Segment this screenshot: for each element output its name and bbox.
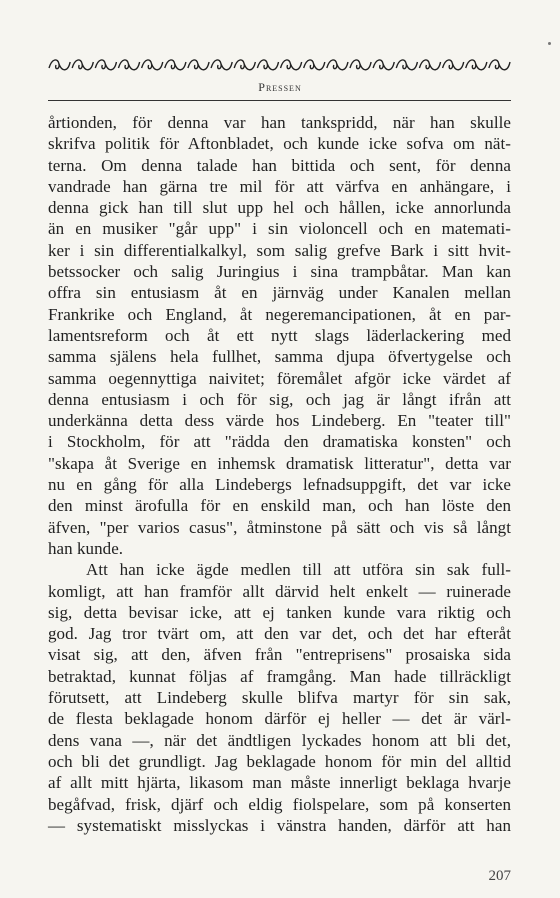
scroll-flourish bbox=[489, 60, 510, 70]
text-line: god. Jag tror tvärt om, att den var det, och det har efteråt bbox=[48, 624, 511, 644]
scroll-flourish bbox=[257, 60, 278, 70]
page-number: 207 bbox=[488, 868, 511, 884]
text-line: komligt, att han framför allt därvid helt enkelt — ruinerade bbox=[48, 581, 511, 601]
text-line: Frankrike och England, åt negeremancipationen, åt en par- bbox=[48, 304, 511, 324]
text-line: betssocker och salig Juringius i sina trampbåtar. Man kan bbox=[48, 262, 511, 282]
text-line: äfven, "per varios casus", åtminstone på sätt och vis så långt bbox=[48, 517, 511, 537]
text-line: vandrade han gärna tre mil för att värfva en anhängare, i bbox=[48, 176, 511, 196]
running-header: Pressen bbox=[258, 80, 302, 94]
text-line: visat sig, att den, äfven från "entreprisens" prosaiska sida bbox=[48, 645, 511, 665]
text-line: och bli det grundligt. Jag beklagade honom för min del alltid bbox=[48, 751, 511, 771]
text-line: i Stockholm, för att "rädda den dramatiska konsten" och bbox=[48, 432, 511, 452]
scroll-flourish bbox=[72, 60, 93, 70]
text-line: terna. Om denna talade han bittida och sent, för denna bbox=[48, 155, 511, 175]
scroll-flourish bbox=[118, 60, 139, 70]
scroll-flourish bbox=[234, 60, 255, 70]
header-rule bbox=[48, 100, 511, 101]
text-line: — systematiskt misslyckas i vänstra handen, därför att han bbox=[48, 815, 511, 835]
scroll-flourish bbox=[443, 60, 464, 70]
scroll-flourish bbox=[350, 60, 371, 70]
ornamental-border bbox=[48, 56, 511, 74]
text-line: denna gick han till slut upp hel och hållen, icke annorlunda bbox=[48, 198, 511, 218]
scroll-flourish bbox=[188, 60, 209, 70]
text-line: skrifva politik för Aftonbladet, och kunde icke sofva om nät- bbox=[48, 134, 511, 154]
text-line: han kunde. bbox=[48, 538, 124, 558]
scroll-flourish bbox=[373, 60, 394, 70]
scroll-flourish bbox=[304, 60, 325, 70]
text-line: lamentsreform och åt ett nytt slags läderlackering med bbox=[48, 325, 511, 345]
text-line: årtionden, för denna var han tankspridd, när han skulle bbox=[48, 113, 511, 132]
body-text bbox=[48, 112, 511, 836]
text-line: offra sin entusiasm åt en järnväg under Kanalen mellan bbox=[48, 283, 511, 303]
text-line: Att han icke ägde medlen till att utföra sin sak full- bbox=[86, 560, 511, 580]
scroll-flourish bbox=[142, 60, 163, 70]
text-line: af allt mitt hjärta, likasom man måste innerligt beklaga hvarje bbox=[48, 773, 511, 793]
text-line: ker i sin differentialkalkyl, som salig grefve Bark i sitt hvit- bbox=[48, 240, 511, 260]
scroll-flourish bbox=[396, 60, 417, 70]
text-line: nu en gång för alla Lindebergs lefnadsuppgift, det var icke bbox=[48, 475, 511, 495]
text-line: de flesta beklagade honom därför ej heller — det är värl- bbox=[48, 709, 511, 729]
text-line: den minst ärofulla för en enskild man, och han löste den bbox=[48, 496, 511, 516]
text-line: "skapa åt Sverige en inhemsk dramatisk litteratur", detta var bbox=[48, 453, 511, 473]
scroll-flourish bbox=[281, 60, 302, 70]
text-line: dens vana —, när det ändtligen lyckades honom att bli det, bbox=[48, 730, 511, 750]
scroll-flourish bbox=[419, 60, 440, 70]
scroll-flourish bbox=[211, 60, 232, 70]
text-line: förutsett, att Lindeberg skulle blifva martyr för sin sak, bbox=[48, 688, 511, 708]
scroll-flourish bbox=[49, 60, 70, 70]
text-line: samma oegennyttiga naivitet; föremålet afgör icke värdet af bbox=[48, 368, 511, 388]
text-line: sig, detta bevisar icke, att ej tanken kunde vara riktig och bbox=[48, 602, 511, 622]
scroll-flourish bbox=[95, 60, 116, 70]
text-line: betraktad, kunnat följas af framgång. Man hade tillräckligt bbox=[48, 666, 511, 686]
page-speck bbox=[548, 42, 551, 45]
text-line: underkänna detta dess värde hos Lindeberg. En "teater till" bbox=[48, 411, 511, 431]
scroll-flourish bbox=[327, 60, 348, 70]
scroll-flourish bbox=[466, 60, 487, 70]
text-line: samma själens hela fullhet, samma djupa öfvertygelse och bbox=[48, 347, 511, 367]
scroll-flourish bbox=[165, 60, 186, 70]
text-line: denna entusiasm i och för sig, och jag är långt ifrån att bbox=[48, 389, 511, 409]
text-line: än en musiker "går upp" i sin violoncell och en matemati- bbox=[48, 219, 511, 239]
text-line: begåfvad, frisk, djärf och eldig fiolspelare, som på konserten bbox=[48, 794, 511, 814]
